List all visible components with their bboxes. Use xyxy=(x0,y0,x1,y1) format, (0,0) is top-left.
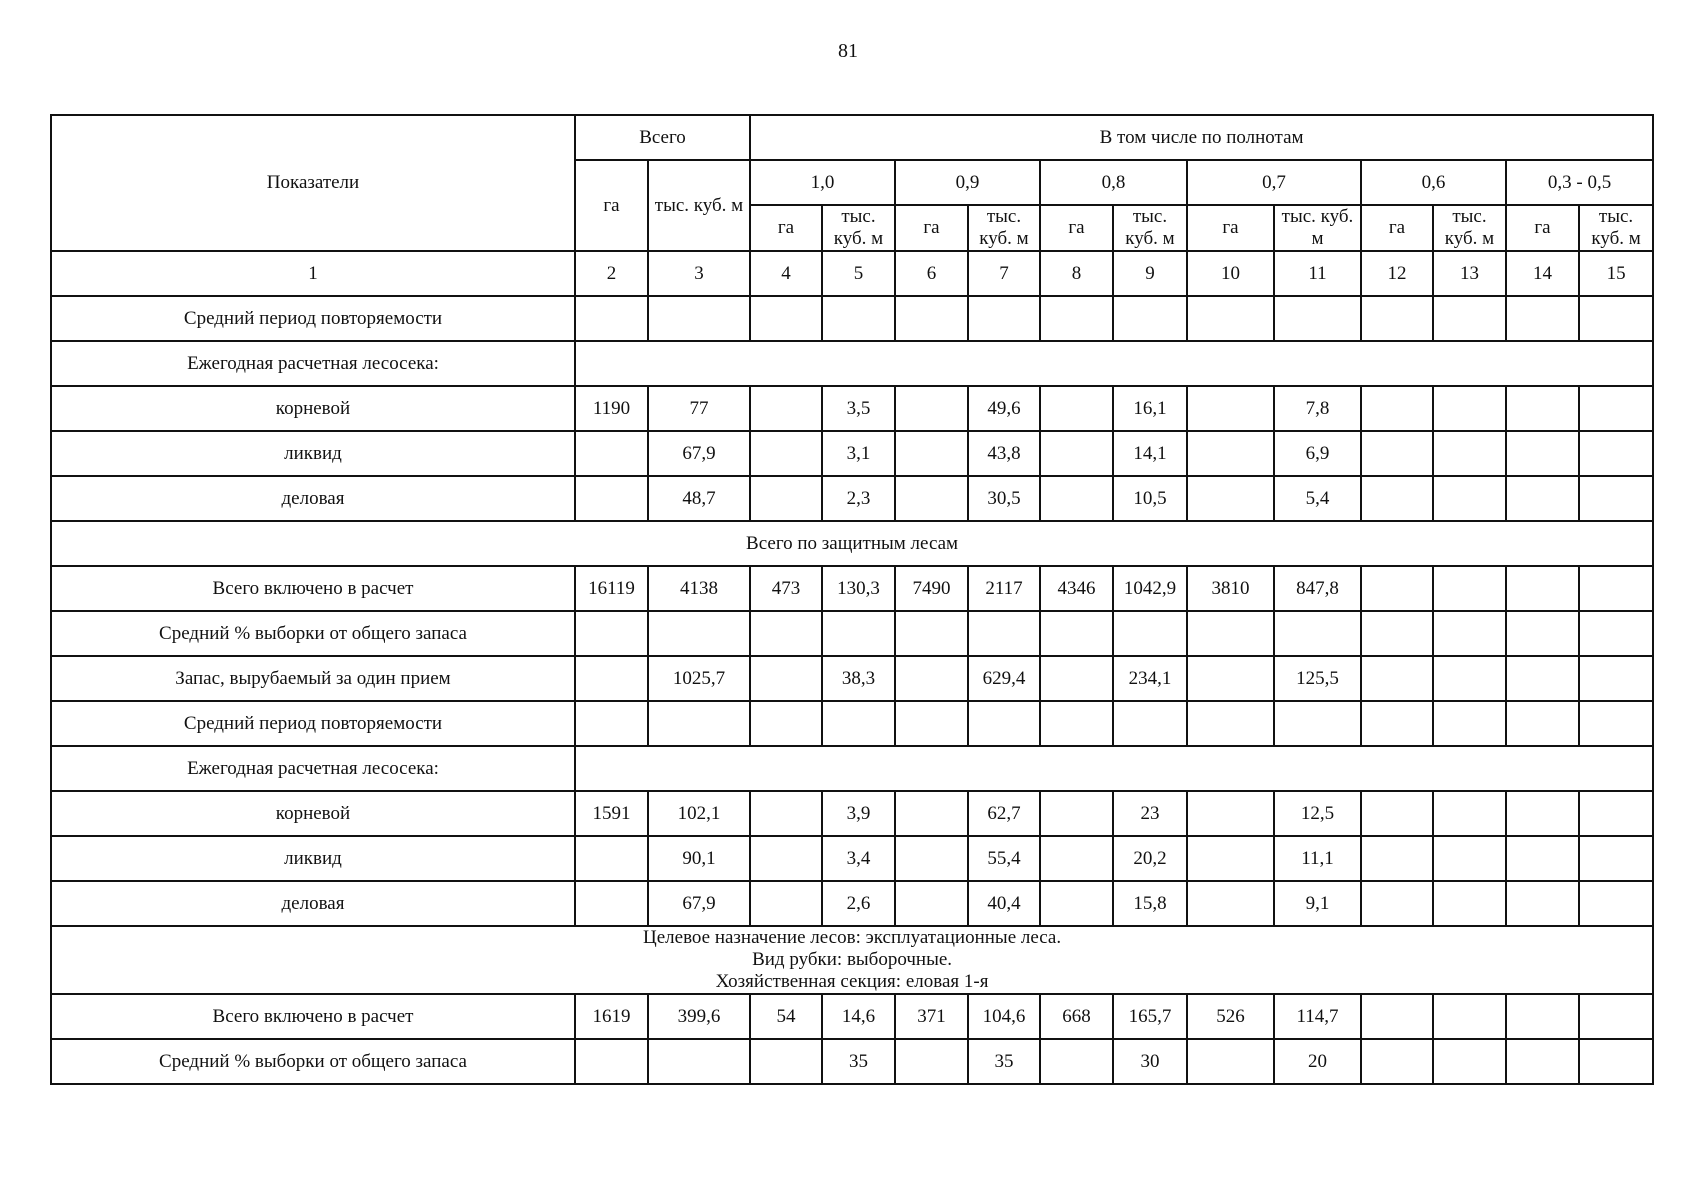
table-cell xyxy=(1187,791,1274,836)
table-row xyxy=(51,521,1653,566)
table-row xyxy=(51,296,1653,341)
table-cell: 526 xyxy=(1187,994,1274,1039)
row-label: Средний период повторяемости xyxy=(51,296,575,341)
table-cell: 102,1 xyxy=(648,791,750,836)
table-cell xyxy=(1579,566,1653,611)
table-cell xyxy=(895,386,968,431)
table-cell xyxy=(750,611,822,656)
column-number: 9 xyxy=(1113,251,1187,296)
table-cell xyxy=(1361,566,1433,611)
table-cell xyxy=(575,476,648,521)
header-density: 0,8 xyxy=(1040,160,1187,205)
subheader-ha: га xyxy=(1187,205,1274,251)
table-cell xyxy=(575,836,648,881)
table-cell: 130,3 xyxy=(822,566,895,611)
table-cell xyxy=(1361,386,1433,431)
row-label: Всего включено в расчет xyxy=(51,566,575,611)
table-cell: 11,1 xyxy=(1274,836,1361,881)
subheader-ha: га xyxy=(1040,205,1113,251)
table-cell xyxy=(648,1039,750,1084)
row-label: Всего включено в расчет xyxy=(51,994,575,1039)
table-row xyxy=(51,386,1653,431)
table-cell xyxy=(575,296,648,341)
table-cell xyxy=(750,656,822,701)
table-cell: 20,2 xyxy=(1113,836,1187,881)
table-cell: 473 xyxy=(750,566,822,611)
table-cell xyxy=(822,701,895,746)
table-cell xyxy=(1040,611,1113,656)
table-cell: 55,4 xyxy=(968,836,1040,881)
row-label: корневой xyxy=(51,791,575,836)
table-cell xyxy=(895,431,968,476)
table-cell xyxy=(575,701,648,746)
table-cell xyxy=(1187,296,1274,341)
table-cell: 16119 xyxy=(575,566,648,611)
table-cell xyxy=(895,881,968,926)
table-cell: 847,8 xyxy=(1274,566,1361,611)
section-heading-line: Вид рубки: выборочные. xyxy=(752,949,953,970)
table-row xyxy=(51,476,1653,521)
table-cell xyxy=(1187,431,1274,476)
table-cell xyxy=(1506,566,1579,611)
table-cell: 6,9 xyxy=(1274,431,1361,476)
table-row xyxy=(51,836,1653,881)
column-number: 7 xyxy=(968,251,1040,296)
table-cell: 10,5 xyxy=(1113,476,1187,521)
table-cell: 234,1 xyxy=(1113,656,1187,701)
table-cell: 165,7 xyxy=(1113,994,1187,1039)
row-label: Запас, вырубаемый за один прием xyxy=(51,656,575,701)
table-cell: 125,5 xyxy=(1274,656,1361,701)
table-cell: 62,7 xyxy=(968,791,1040,836)
header-total: Всего xyxy=(575,115,750,160)
subheader-volume: тыс. куб. м xyxy=(968,205,1040,251)
table-cell xyxy=(648,701,750,746)
table-cell: 1619 xyxy=(575,994,648,1039)
table-cell xyxy=(1433,701,1506,746)
table-cell xyxy=(822,296,895,341)
table-cell: 30,5 xyxy=(968,476,1040,521)
table-cell xyxy=(1433,431,1506,476)
table-cell xyxy=(1433,994,1506,1039)
header-density: 1,0 xyxy=(750,160,895,205)
subheader-volume: тыс. куб. м xyxy=(1433,205,1506,251)
table-cell xyxy=(895,701,968,746)
table-cell: 4138 xyxy=(648,566,750,611)
table-cell xyxy=(1187,386,1274,431)
table-cell: 14,6 xyxy=(822,994,895,1039)
table-cell xyxy=(1361,994,1433,1039)
column-number: 1 xyxy=(51,251,575,296)
table-cell xyxy=(1187,1039,1274,1084)
table-cell xyxy=(750,296,822,341)
table-cell xyxy=(1433,611,1506,656)
table-cell: 3,9 xyxy=(822,791,895,836)
table-cell xyxy=(1506,881,1579,926)
subheader-volume: тыс. куб. м xyxy=(1274,205,1361,251)
section-heading xyxy=(51,926,1653,994)
subheader-volume: тыс. куб. м xyxy=(1113,205,1187,251)
header-incl-by-density: В том числе по полнотам xyxy=(750,115,1653,160)
table-cell: 3,4 xyxy=(822,836,895,881)
table-cell xyxy=(575,881,648,926)
table-cell xyxy=(895,476,968,521)
table-cell: 35 xyxy=(968,1039,1040,1084)
table-cell xyxy=(575,431,648,476)
table-cell xyxy=(1579,994,1653,1039)
table-cell xyxy=(1113,701,1187,746)
table-cell xyxy=(1274,701,1361,746)
table-cell: 35 xyxy=(822,1039,895,1084)
table-cell xyxy=(1506,386,1579,431)
table-cell xyxy=(1361,791,1433,836)
table-cell xyxy=(822,611,895,656)
table-row xyxy=(51,994,1653,1039)
table-cell xyxy=(648,611,750,656)
table-cell: 114,7 xyxy=(1274,994,1361,1039)
table-cell xyxy=(1579,1039,1653,1084)
table-cell xyxy=(575,1039,648,1084)
table-cell xyxy=(1361,836,1433,881)
table-row xyxy=(51,611,1653,656)
header-density: 0,3 - 0,5 xyxy=(1506,160,1653,205)
table-cell xyxy=(895,611,968,656)
table-cell xyxy=(1274,296,1361,341)
column-number: 10 xyxy=(1187,251,1274,296)
table-cell: 48,7 xyxy=(648,476,750,521)
column-number: 2 xyxy=(575,251,648,296)
column-number: 15 xyxy=(1579,251,1653,296)
table-cell xyxy=(1187,836,1274,881)
subheader-volume: тыс. куб. м xyxy=(1579,205,1653,251)
table-cell: 4346 xyxy=(1040,566,1113,611)
table-cell: 7,8 xyxy=(1274,386,1361,431)
table-cell xyxy=(750,386,822,431)
table-cell: 1190 xyxy=(575,386,648,431)
table-cell xyxy=(1361,611,1433,656)
table-cell xyxy=(1187,881,1274,926)
section-heading: Всего по защитным лесам xyxy=(51,521,1653,566)
table-cell: 3810 xyxy=(1187,566,1274,611)
header-density: 0,7 xyxy=(1187,160,1361,205)
table-cell: 371 xyxy=(895,994,968,1039)
table-row xyxy=(51,656,1653,701)
table-cell xyxy=(968,296,1040,341)
table-cell xyxy=(1433,836,1506,881)
table-cell xyxy=(1506,656,1579,701)
table-cell xyxy=(1361,701,1433,746)
column-number: 8 xyxy=(1040,251,1113,296)
subheader-volume: тыс. куб. м xyxy=(822,205,895,251)
row-label: ликвид xyxy=(51,431,575,476)
column-number: 14 xyxy=(1506,251,1579,296)
table-cell xyxy=(1361,296,1433,341)
table-row xyxy=(51,341,1653,386)
table-cell xyxy=(1040,386,1113,431)
table-cell: 3,5 xyxy=(822,386,895,431)
subheader-ha: га xyxy=(1361,205,1433,251)
table-cell xyxy=(1506,431,1579,476)
table-cell xyxy=(1040,431,1113,476)
table-cell: 668 xyxy=(1040,994,1113,1039)
table-cell xyxy=(1579,476,1653,521)
table-cell xyxy=(1433,476,1506,521)
table-cell xyxy=(1187,656,1274,701)
table-row xyxy=(51,1039,1653,1084)
row-label: Ежегодная расчетная лесосека: xyxy=(51,746,575,791)
table-cell xyxy=(1361,431,1433,476)
table-cell xyxy=(1433,656,1506,701)
table-cell: 15,8 xyxy=(1113,881,1187,926)
row-label: Средний % выборки от общего запаса xyxy=(51,611,575,656)
empty-span-cell xyxy=(575,341,1653,386)
table-cell: 3,1 xyxy=(822,431,895,476)
table-cell xyxy=(968,611,1040,656)
table-cell xyxy=(1361,476,1433,521)
table-row xyxy=(51,566,1653,611)
section-heading-line: Хозяйственная секция: еловая 1-я xyxy=(715,971,989,992)
table-cell: 30 xyxy=(1113,1039,1187,1084)
table-cell xyxy=(575,656,648,701)
table-cell xyxy=(1433,566,1506,611)
header-total-volume: тыс. куб. м xyxy=(648,160,750,251)
table-cell: 629,4 xyxy=(968,656,1040,701)
table-cell: 399,6 xyxy=(648,994,750,1039)
column-number: 13 xyxy=(1433,251,1506,296)
table-cell xyxy=(750,701,822,746)
table-cell xyxy=(1433,386,1506,431)
table-cell xyxy=(575,611,648,656)
table-cell xyxy=(895,296,968,341)
row-label: корневой xyxy=(51,386,575,431)
table-row xyxy=(51,791,1653,836)
table-cell xyxy=(1506,836,1579,881)
table-cell: 40,4 xyxy=(968,881,1040,926)
table-cell xyxy=(1113,611,1187,656)
table-cell xyxy=(648,296,750,341)
row-label: Средний % выборки от общего запаса xyxy=(51,1039,575,1084)
table-cell xyxy=(1040,836,1113,881)
table-cell: 1591 xyxy=(575,791,648,836)
column-number: 6 xyxy=(895,251,968,296)
table-cell xyxy=(1506,296,1579,341)
table-cell xyxy=(750,881,822,926)
table-cell xyxy=(1187,611,1274,656)
table-cell: 2,3 xyxy=(822,476,895,521)
subheader-ha: га xyxy=(1506,205,1579,251)
table-cell xyxy=(1187,701,1274,746)
table-cell: 77 xyxy=(648,386,750,431)
table-cell xyxy=(1506,994,1579,1039)
row-label: ликвид xyxy=(51,836,575,881)
table-cell xyxy=(1579,881,1653,926)
table-cell: 20 xyxy=(1274,1039,1361,1084)
column-number: 4 xyxy=(750,251,822,296)
table-cell: 38,3 xyxy=(822,656,895,701)
row-label: деловая xyxy=(51,476,575,521)
table-cell xyxy=(750,1039,822,1084)
table-cell: 54 xyxy=(750,994,822,1039)
table-cell xyxy=(1579,791,1653,836)
table-cell xyxy=(1506,611,1579,656)
column-number: 11 xyxy=(1274,251,1361,296)
table-cell xyxy=(1040,881,1113,926)
table-row xyxy=(51,881,1653,926)
header-total-ha: га xyxy=(575,160,648,251)
table-cell xyxy=(1040,656,1113,701)
table-cell xyxy=(895,791,968,836)
table-cell xyxy=(1506,476,1579,521)
table-cell xyxy=(1579,611,1653,656)
table-cell xyxy=(1040,476,1113,521)
table-cell xyxy=(1433,881,1506,926)
table-cell xyxy=(1579,836,1653,881)
header-density: 0,9 xyxy=(895,160,1040,205)
header-density: 0,6 xyxy=(1361,160,1506,205)
table-row xyxy=(51,746,1653,791)
column-number: 12 xyxy=(1361,251,1433,296)
table-cell xyxy=(750,476,822,521)
table-cell xyxy=(750,431,822,476)
table-cell xyxy=(1433,1039,1506,1084)
table-cell xyxy=(1579,386,1653,431)
table-cell: 9,1 xyxy=(1274,881,1361,926)
table-cell xyxy=(1113,296,1187,341)
table-cell xyxy=(1040,791,1113,836)
row-label: Средний период повторяемости xyxy=(51,701,575,746)
table-cell xyxy=(1433,296,1506,341)
subheader-ha: га xyxy=(895,205,968,251)
row-label: Ежегодная расчетная лесосека: xyxy=(51,341,575,386)
table-cell xyxy=(750,791,822,836)
column-number: 3 xyxy=(648,251,750,296)
table-cell xyxy=(895,1039,968,1084)
table-cell xyxy=(1361,881,1433,926)
table-cell xyxy=(1187,476,1274,521)
column-number: 5 xyxy=(822,251,895,296)
table-cell: 67,9 xyxy=(648,431,750,476)
table-cell xyxy=(1433,791,1506,836)
header-indicators: Показатели xyxy=(51,115,575,251)
table-cell: 5,4 xyxy=(1274,476,1361,521)
table-cell: 90,1 xyxy=(648,836,750,881)
table-cell xyxy=(1579,701,1653,746)
table-row xyxy=(51,926,1653,994)
page-number: 81 xyxy=(838,40,858,62)
table-cell: 7490 xyxy=(895,566,968,611)
table-cell xyxy=(1579,431,1653,476)
table-cell: 43,8 xyxy=(968,431,1040,476)
row-label: деловая xyxy=(51,881,575,926)
table-cell xyxy=(1506,1039,1579,1084)
table-cell: 16,1 xyxy=(1113,386,1187,431)
table-cell xyxy=(1361,1039,1433,1084)
table-row xyxy=(51,431,1653,476)
table-cell xyxy=(1040,296,1113,341)
table-cell xyxy=(1361,656,1433,701)
table-cell: 67,9 xyxy=(648,881,750,926)
table-cell xyxy=(1579,656,1653,701)
subheader-ha: га xyxy=(750,205,822,251)
table-cell xyxy=(1579,296,1653,341)
table-cell xyxy=(1506,701,1579,746)
table-cell: 23 xyxy=(1113,791,1187,836)
table-cell xyxy=(1274,611,1361,656)
table-cell: 14,1 xyxy=(1113,431,1187,476)
empty-span-cell xyxy=(575,746,1653,791)
table-cell xyxy=(1040,1039,1113,1084)
table-cell xyxy=(895,656,968,701)
table-cell: 2117 xyxy=(968,566,1040,611)
table-cell: 49,6 xyxy=(968,386,1040,431)
table-cell xyxy=(750,836,822,881)
section-heading-line: Целевое назначение лесов: эксплуатационные леса. xyxy=(643,927,1062,948)
forest-harvest-table xyxy=(50,114,1654,1085)
table-cell xyxy=(968,701,1040,746)
table-cell: 1025,7 xyxy=(648,656,750,701)
table-cell xyxy=(895,836,968,881)
table-row xyxy=(51,701,1653,746)
table-cell: 104,6 xyxy=(968,994,1040,1039)
table-cell: 2,6 xyxy=(822,881,895,926)
table-cell: 1042,9 xyxy=(1113,566,1187,611)
table-cell xyxy=(1506,791,1579,836)
table-cell xyxy=(1040,701,1113,746)
table-cell: 12,5 xyxy=(1274,791,1361,836)
